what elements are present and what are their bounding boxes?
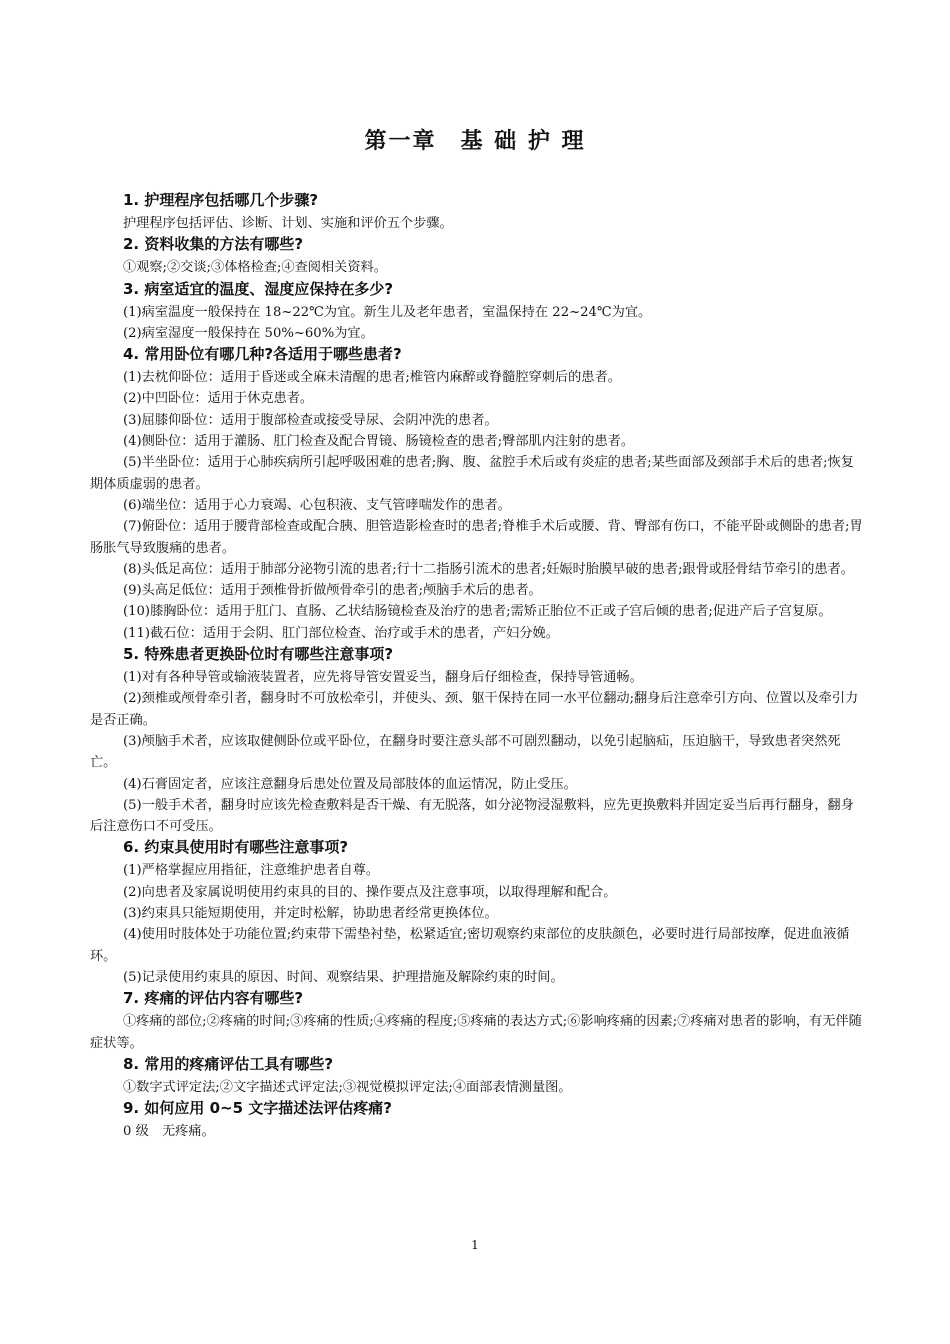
question-heading: 8. 常用的疼痛评估工具有哪些? bbox=[123, 1054, 334, 1073]
answer-paragraph: ①观察;②交谈;③体格检查;④查阅相关资料。 bbox=[123, 260, 387, 276]
answer-paragraph: 护理程序包括评估、诊断、计划、实施和评价五个步骤。 bbox=[123, 216, 453, 231]
question-heading: 9. 如何应用 0~5 文字描述法评估疼痛? bbox=[123, 1099, 392, 1118]
answer-paragraph: (1)病室温度一般保持在 18~22℃为宜。新生儿及老年患者，室温保持在 22~24℃为宜。 bbox=[123, 304, 652, 320]
answer-paragraph: (2)颈椎或颅骨牵引者，翻身时不可放松牵引，并使头、颈、躯干保持在同一水平位翻动;翻身后注意牵引方向、位置以及牵引力是否正确。 bbox=[90, 691, 859, 728]
answer-paragraph: (1)严格掌握应用指征，注意维护患者自尊。 bbox=[123, 863, 380, 879]
answer-paragraph: (1)去枕仰卧位：适用于昏迷或全麻未清醒的患者;椎管内麻醉或脊髓腔穿刺后的患者。 bbox=[123, 370, 621, 386]
question-heading: 1. 护理程序包括哪几个步骤? bbox=[123, 191, 319, 209]
answer-paragraph: ①疼痛的部位;②疼痛的时间;③疼痛的性质;④疼痛的程度;⑤疼痛的表达方式;⑥影响疼痛的因素;⑦疼痛对患者的影响，有无伴随症状等。 bbox=[90, 1014, 862, 1051]
answer-paragraph: (10)膝胸卧位：适用于肛门、直肠、乙状结肠镜检查及治疗的患者;需矫正胎位不正或子宫后倾的患者;促进产后子宫复原。 bbox=[123, 604, 832, 620]
answer-paragraph: (4)侧卧位：适用于灌肠、肛门检查及配合胃镜、肠镜检查的患者;臀部肌内注射的患者。 bbox=[123, 434, 635, 450]
answer-paragraph: (11)截石位：适用于会阴、肛门部位检查、治疗或手术的患者，产妇分娩。 bbox=[123, 625, 559, 641]
answer-paragraph: ①数字式评定法;②文字描述式评定法;③视觉模拟评定法;④面部表情测量图。 bbox=[123, 1079, 572, 1095]
answer-paragraph: (2)病室湿度一般保持在 50%~60%为宜。 bbox=[123, 325, 374, 341]
page-number: 1 bbox=[471, 1238, 479, 1252]
answer-paragraph: (6)端坐位：适用于心力衰竭、心包积液、支气管哮喘发作的患者。 bbox=[123, 497, 511, 513]
answer-paragraph: (7)俯卧位：适用于腰背部检查或配合胰、胆管造影检查时的患者;脊椎手术后或腰、背、臀部有伤口，不能平卧或侧卧的患者;胃肠胀气导致腹痛的患者。 bbox=[90, 519, 863, 556]
answer-paragraph: (8)头低足高位：适用于肺部分泌物引流的患者;行十二指肠引流术的患者;妊娠时胎膜早破的患者;跟骨或胫骨结节牵引的患者。 bbox=[123, 561, 854, 577]
answer-paragraph: (3)颅脑手术者，应该取健侧卧位或平卧位，在翻身时要注意头部不可剧烈翻动，以免引起脑疝，压迫脑干，导致患者突然死亡。 bbox=[90, 733, 841, 771]
answer-paragraph: (3)屈膝仰卧位：适用于腹部检查或接受导尿、会阴冲洗的患者。 bbox=[123, 412, 498, 428]
question-heading: 6. 约束具使用时有哪些注意事项? bbox=[123, 838, 349, 857]
question-heading: 7. 疼痛的评估内容有哪些? bbox=[123, 989, 304, 1008]
question-heading: 5. 特殊患者更换卧位时有哪些注意事项? bbox=[123, 645, 394, 664]
question-heading: 2. 资料收集的方法有哪些? bbox=[123, 235, 304, 254]
answer-paragraph: (4)使用时肢体处于功能位置;约束带下需垫衬垫，松紧适宜;密切观察约束部位的皮肤颜色，必要时进行局部按摩，促进血液循环。 bbox=[90, 927, 850, 964]
answer-paragraph: (5)半坐卧位：适用于心肺疾病所引起呼吸困难的患者;胸、腹、盆腔手术后或有炎症的患者;某些面部及颈部手术后的患者;恢复期体质虚弱的患者。 bbox=[90, 455, 854, 492]
answer-paragraph: (1)对有各种导管或输液装置者，应先将导管安置妥当，翻身后仔细检查，保持导管通畅。 bbox=[123, 670, 643, 686]
answer-paragraph: 0 级 无疼痛。 bbox=[123, 1124, 215, 1140]
chapter-title: 第一章 基 础 护 理 bbox=[364, 129, 586, 154]
document-body bbox=[90, 190, 865, 1142]
question-heading: 4. 常用卧位有哪几种?各适用于哪些患者? bbox=[123, 345, 402, 364]
answer-paragraph: (9)头高足低位：适用于颈椎骨折做颅骨牵引的患者;颅脑手术后的患者。 bbox=[123, 583, 542, 599]
answer-paragraph: (5)记录使用约束具的原因、时间、观察结果、护理措施及解除约束的时间。 bbox=[123, 969, 564, 985]
answer-paragraph: (2)中凹卧位：适用于休克患者。 bbox=[123, 391, 314, 407]
answer-paragraph: (4)石膏固定者，应该注意翻身后患处位置及局部肢体的血运情况，防止受压。 bbox=[123, 776, 577, 792]
answer-paragraph: (5)一般手术者，翻身时应该先检查敷料是否干燥、有无脱落，如分泌物浸湿敷料，应先更换敷料并固定妥当后再行翻身，翻身后注意伤口不可受压。 bbox=[90, 797, 854, 835]
question-heading: 3. 病室适宜的温度、湿度应保持在多少? bbox=[123, 279, 394, 298]
answer-paragraph: (2)向患者及家属说明使用约束具的目的、操作要点及注意事项，以取得理解和配合。 bbox=[123, 884, 617, 900]
answer-paragraph: (3)约束具只能短期使用，并定时松解，协助患者经常更换体位。 bbox=[123, 906, 498, 922]
